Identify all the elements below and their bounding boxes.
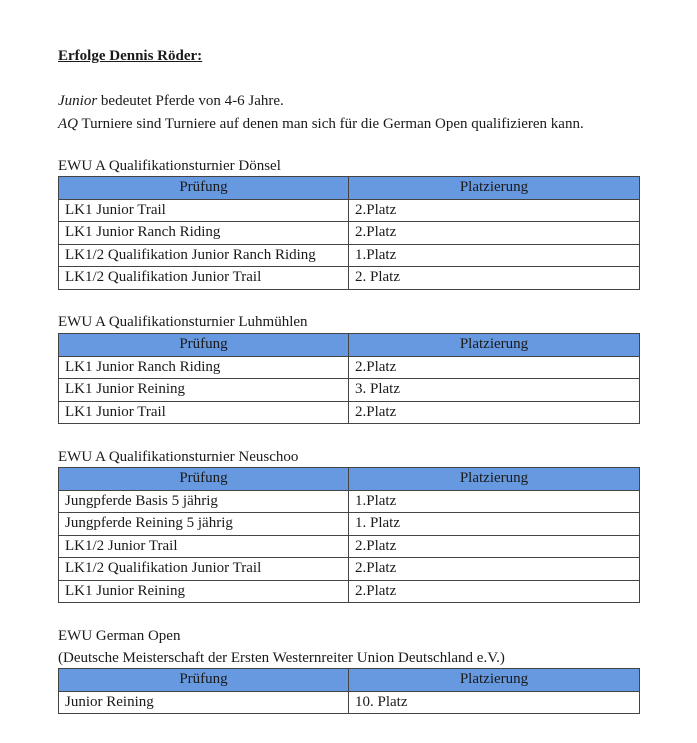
cell-exam: Jungpferde Basis 5 jährig [59, 490, 349, 513]
intro-line-junior [58, 93, 284, 110]
cell-exam: LK1 Junior Ranch Riding [59, 356, 349, 379]
term-junior: Junior [58, 93, 98, 109]
cell-placement: 2.Platz [349, 558, 640, 581]
table-row [59, 691, 640, 714]
table-row [59, 490, 640, 513]
table-row [59, 267, 640, 290]
intro-text-junior: bedeutet Pferde von 4-6 Jahre. [97, 93, 284, 109]
cell-exam: LK1/2 Qualifikation Junior Trail [59, 558, 349, 581]
table-row [59, 222, 640, 245]
section-subtitle-german-open: (Deutsche Meisterschaft der Ersten Westernreiter Union Deutschland e.V.) [58, 650, 505, 666]
cell-exam: LK1 Junior Reining [59, 379, 349, 402]
cell-exam: LK1 Junior Trail [59, 199, 349, 222]
table-row [59, 199, 640, 222]
table-row [59, 379, 640, 402]
cell-placement: 1. Platz [349, 513, 640, 536]
table-row [59, 244, 640, 267]
table-header-row [59, 468, 640, 491]
cell-placement: 10. Platz [349, 691, 640, 714]
table-header-row [59, 334, 640, 357]
table-row [59, 513, 640, 536]
header-platzierung: Platzierung [349, 334, 640, 357]
cell-exam: LK1 Junior Reining [59, 580, 349, 603]
section-title-doensel: EWU A Qualifikationsturnier Dönsel [58, 158, 281, 174]
table-row [59, 401, 640, 424]
results-table-german-open [58, 668, 640, 714]
header-pruefung: Prüfung [59, 334, 349, 357]
cell-placement: 2.Platz [349, 401, 640, 424]
cell-exam: Jungpferde Reining 5 jährig [59, 513, 349, 536]
cell-placement: 2. Platz [349, 267, 640, 290]
cell-placement: 3. Platz [349, 379, 640, 402]
table-header-row [59, 669, 640, 692]
cell-placement: 2.Platz [349, 222, 640, 245]
header-platzierung: Platzierung [349, 468, 640, 491]
results-table-luhmuehlen [58, 333, 640, 424]
cell-placement: 2.Platz [349, 580, 640, 603]
cell-placement: 1.Platz [349, 244, 640, 267]
cell-placement: 2.Platz [349, 199, 640, 222]
cell-exam: LK1 Junior Ranch Riding [59, 222, 349, 245]
cell-placement: 2.Platz [349, 535, 640, 558]
table-row [59, 356, 640, 379]
cell-exam: Junior Reining [59, 691, 349, 714]
header-pruefung: Prüfung [59, 177, 349, 200]
cell-exam: LK1/2 Qualifikation Junior Ranch Riding [59, 244, 349, 267]
table-row [59, 558, 640, 581]
header-pruefung: Prüfung [59, 468, 349, 491]
section-title-neuschoo: EWU A Qualifikationsturnier Neuschoo [58, 449, 299, 465]
intro-line-aq [58, 116, 584, 133]
header-platzierung: Platzierung [349, 669, 640, 692]
cell-exam: LK1/2 Junior Trail [59, 535, 349, 558]
header-pruefung: Prüfung [59, 669, 349, 692]
term-aq: AQ [58, 116, 78, 132]
cell-exam: LK1/2 Qualifikation Junior Trail [59, 267, 349, 290]
section-title-german-open: EWU German Open [58, 628, 181, 644]
section-title-luhmuehlen: EWU A Qualifikationsturnier Luhmühlen [58, 314, 308, 330]
intro-text-aq: Turniere sind Turniere auf denen man sich für die German Open qualifizieren kann. [78, 116, 584, 132]
cell-placement: 1.Platz [349, 490, 640, 513]
table-row [59, 580, 640, 603]
table-row [59, 535, 640, 558]
cell-placement: 2.Platz [349, 356, 640, 379]
cell-exam: LK1 Junior Trail [59, 401, 349, 424]
table-header-row [59, 177, 640, 200]
results-table-neuschoo [58, 467, 640, 603]
document-title: Erfolge Dennis Röder: [58, 48, 203, 64]
header-platzierung: Platzierung [349, 177, 640, 200]
results-table-doensel [58, 176, 640, 290]
